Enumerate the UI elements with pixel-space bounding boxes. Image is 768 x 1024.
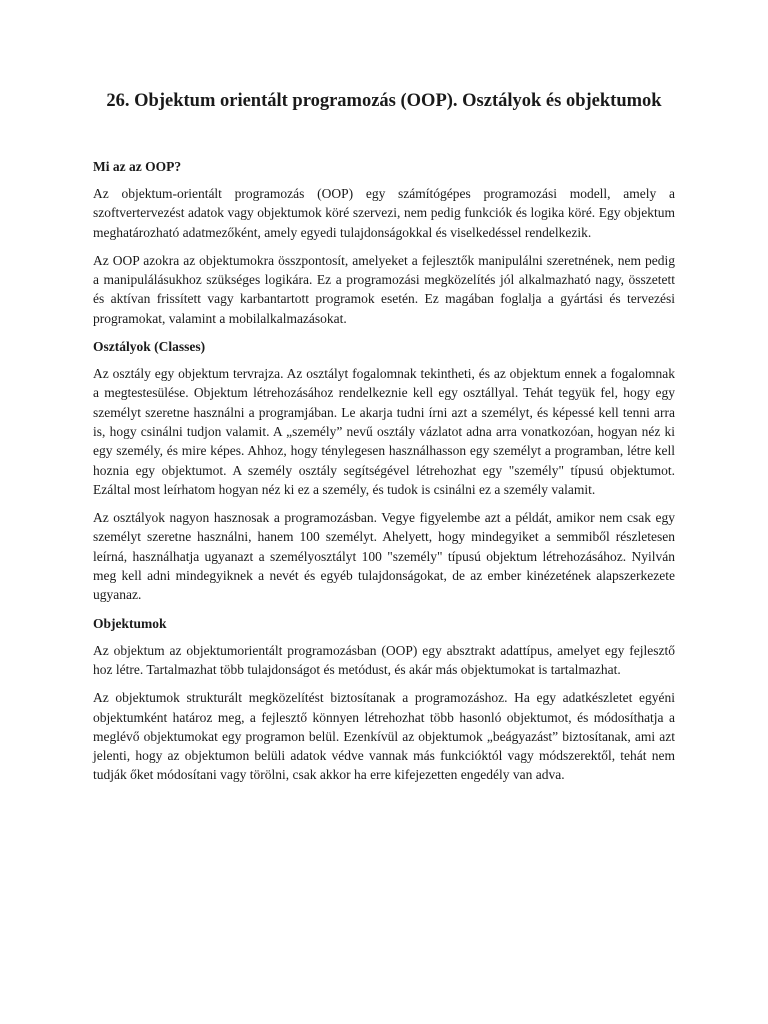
section-heading: Objektumok: [93, 615, 167, 631]
paragraph: Az osztályok nagyon hasznosak a programozásban. Vegye figyelembe azt a példát, amikor nem csak egy személyt szeretne használni, hanem 100 személyt. Ahelyett, hogy mindegyiket a semmiből részletesen leírná, használhatja ugyanazt a személyosztályt 100 "személy" típusú objektum létrehozásához. Nyilván meg kell adni mindegyiknek a nevét és egyéb tulajdonságokat, de az ember kinézetének alapszerkezete ugyanaz.: [93, 510, 675, 603]
paragraph: Az OOP azokra az objektumokra összpontosít, amelyeket a fejlesztők manipulálni szeretnének, nem pedig a manipulálásukhoz szükséges logikára. Ez a programozási megközelítés jól alkalmazható nagy, összetett és aktívan frissített vagy karbantartott programok esetén. Ez magában foglalja a gyártási és tervezési programokat, valamint a mobilalkalmazásokat.: [93, 252, 675, 326]
section-heading: Osztályok (Classes): [93, 339, 206, 355]
section-classes: [93, 337, 675, 605]
paragraph: Az objektumok strukturált megközelítést biztosítanak a programozáshoz. Ha egy adatkészletet egyéni objektumként határoz meg, a fejlesztő könnyen létrehozhat több hasonló objektumot, és módosíthatja a meglévő objektumokat egy programon belül. Ezenkívül az objektumok „beágyazást” biztosítanak, ami azt jelenti, hogy az objektumon belüli adatok védve vannak más funkcióktól vagy módszerektől, tehát nem tudják őket módosítani vagy törölni, csak akkor ha erre kifejezetten engedély van adva.: [93, 690, 675, 783]
document-title: 26. Objektum orientált programozás (OOP). Osztályok és objektumok: [106, 91, 662, 111]
section-what-is-oop: [93, 157, 675, 328]
document-page: [93, 88, 675, 794]
section-objects: [93, 614, 675, 785]
paragraph: Az objektum az objektumorientált programozásban (OOP) egy absztrakt adattípus, amelyet egy fejlesztő hoz létre. Tartalmazhat több tulajdonságot és metódust, és akár más objektumokat is tartalmazhat.: [93, 642, 675, 677]
paragraph: Az osztály egy objektum tervrajza. Az osztályt fogalomnak tekintheti, és az objektum ennek a fogalomnak a megtestesülése. Objektum létrehozásához rendelkeznie kell egy osztállyal. Tehát tegyük fel, hogy egy személyt szeretne használni a programjában. Le akarja tudni írni azt a személyt, és képessé kell tenni arra is, hogy csinálni tudjon valamit. A „személy” nevű osztály vázlatot adna arra vonatkozóan, hogyan néz ki egy személy, és mire képes. Ahhoz, hogy ténylegesen használhasson egy személyt a programban, létre kell hoznia egy objektumot. A személy osztály segítségével létrehozhat egy "személy" típusú objektumot. Ezáltal most leírhatom hogyan néz ki ez a személy, és tudok is csinálni ez a személy valamit.: [93, 366, 675, 497]
paragraph: Az objektum-orientált programozás (OOP) egy számítógépes programozási modell, amely a szoftvertervezést adatok vagy objektumok köré szervezi, nem pedig funkciók és logika köré. Egy objektum meghatározható adatmezőként, amely egyedi tulajdonságokkal és viselkedéssel rendelkezik.: [93, 186, 675, 240]
section-heading: Mi az az OOP?: [93, 159, 182, 174]
